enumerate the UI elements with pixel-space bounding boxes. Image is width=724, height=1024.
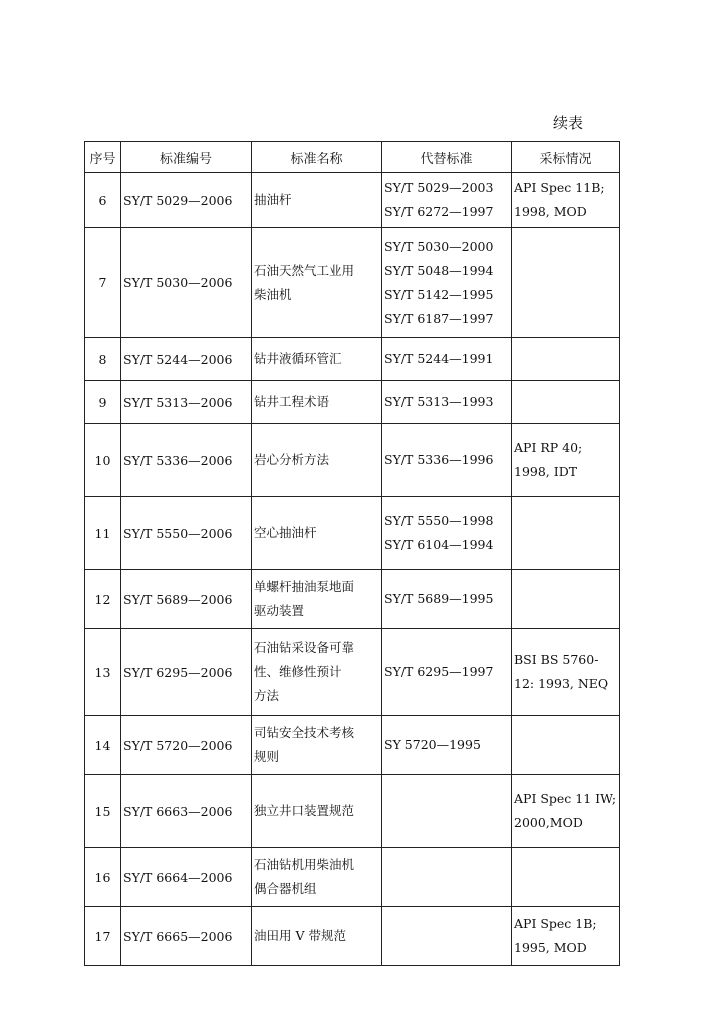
cell-adoption-line: API Spec 11B; xyxy=(514,180,605,195)
cell-code xyxy=(121,228,252,338)
cell-seq-line: 13 xyxy=(94,664,111,680)
cell-name xyxy=(252,775,382,848)
cell-adoption xyxy=(512,424,620,497)
cell-name xyxy=(252,570,382,629)
cell-code xyxy=(121,424,252,497)
cell-adoption xyxy=(512,497,620,570)
header-adoption: 采标情况 xyxy=(512,142,620,173)
cell-seq xyxy=(85,570,121,629)
cell-seq-line: 11 xyxy=(94,525,111,541)
cell-adoption-line: 1995, MOD xyxy=(514,940,587,955)
table-row xyxy=(85,381,620,424)
cell-code-line: SY/T 5550—2006 xyxy=(123,525,233,541)
table-row xyxy=(85,570,620,629)
cell-code-line: SY/T 5313—2006 xyxy=(123,394,233,410)
cell-seq-line: 10 xyxy=(94,452,111,468)
cell-replaces-line: SY/T 5550—1998 xyxy=(384,513,494,528)
cell-seq xyxy=(85,716,121,775)
cell-replaces-line: SY/T 5689—1995 xyxy=(384,591,494,606)
cell-name xyxy=(252,173,382,228)
cell-replaces-line: SY/T 6104—1994 xyxy=(384,537,494,552)
cell-name-line: 钻井工程术语 xyxy=(254,394,330,409)
table-header-row xyxy=(85,142,620,173)
cell-name xyxy=(252,424,382,497)
cell-name-line: 独立井口装置规范 xyxy=(254,803,355,818)
cell-code-line: SY/T 5720—2006 xyxy=(123,737,233,753)
table-row xyxy=(85,629,620,716)
cell-adoption xyxy=(512,716,620,775)
cell-replaces xyxy=(382,629,512,716)
cell-replaces xyxy=(382,775,512,848)
cell-name-line: 性、维修性预计 xyxy=(254,664,342,679)
cell-code xyxy=(121,907,252,966)
cell-seq xyxy=(85,424,121,497)
cell-code-line: SY/T 5029—2006 xyxy=(123,192,233,208)
cell-name xyxy=(252,228,382,338)
cell-name-line: 石油钻机用柴油机 xyxy=(254,857,355,872)
cell-code-line: SY/T 5030—2006 xyxy=(123,275,233,290)
cell-name-line: 偶合器机组 xyxy=(254,881,317,896)
cell-name-line: 方法 xyxy=(254,688,280,703)
cell-replaces-line: SY/T 5313—1993 xyxy=(384,394,494,409)
cell-code xyxy=(121,848,252,907)
cell-code-line: SY/T 6295—2006 xyxy=(123,664,233,680)
cell-adoption xyxy=(512,381,620,424)
cell-replaces-line: SY/T 6187—1997 xyxy=(384,310,494,326)
cell-seq-line: 12 xyxy=(94,591,111,607)
cell-name-line: 石油天然气工业用 xyxy=(254,262,355,278)
cell-name xyxy=(252,629,382,716)
standards-table xyxy=(84,141,620,966)
cell-adoption xyxy=(512,228,620,338)
cell-name xyxy=(252,848,382,907)
cell-code xyxy=(121,173,252,228)
cell-adoption-line: 2000,MOD xyxy=(514,815,583,830)
cell-replaces xyxy=(382,173,512,228)
table-row xyxy=(85,228,620,338)
cell-replaces-line: SY/T 5029—2003 xyxy=(384,180,494,195)
cell-code-line: SY/T 6663—2006 xyxy=(123,803,233,819)
cell-name-line: 柴油机 xyxy=(254,286,292,302)
cell-seq-line: 7 xyxy=(98,275,107,290)
cell-seq xyxy=(85,497,121,570)
cell-name-line: 司钻安全技术考核 xyxy=(254,725,355,740)
cell-seq-line: 17 xyxy=(94,928,111,944)
cell-replaces-line: SY/T 6295—1997 xyxy=(384,664,494,679)
cell-adoption xyxy=(512,629,620,716)
cell-adoption xyxy=(512,570,620,629)
cell-replaces xyxy=(382,907,512,966)
cell-replaces xyxy=(382,338,512,381)
cell-name-line: 岩心分析方法 xyxy=(254,452,330,467)
cell-code-line: SY/T 6664—2006 xyxy=(123,869,233,885)
cell-name-line: 空心抽油杆 xyxy=(254,525,317,540)
cell-code xyxy=(121,716,252,775)
cell-replaces xyxy=(382,716,512,775)
cell-name-line: 石油钻采设备可靠 xyxy=(254,640,355,655)
cell-code xyxy=(121,775,252,848)
cell-code-line: SY/T 5689—2006 xyxy=(123,591,233,607)
cell-adoption-line: API RP 40; xyxy=(514,440,583,455)
cell-replaces-line: SY/T 5048—1994 xyxy=(384,262,494,278)
cell-seq xyxy=(85,629,121,716)
cell-adoption-line: BSI BS 5760- xyxy=(514,652,599,667)
table-row xyxy=(85,775,620,848)
cell-seq-line: 16 xyxy=(94,869,111,885)
table-row xyxy=(85,173,620,228)
cell-replaces xyxy=(382,570,512,629)
cell-seq xyxy=(85,228,121,338)
cell-seq-line: 6 xyxy=(98,192,107,208)
cell-name-line: 规则 xyxy=(254,749,280,764)
cell-adoption-line: 12: 1993, NEQ xyxy=(514,676,609,691)
header-replaces: 代替标准 xyxy=(382,142,512,173)
cell-name xyxy=(252,497,382,570)
cell-replaces xyxy=(382,497,512,570)
table-row xyxy=(85,716,620,775)
cell-code xyxy=(121,381,252,424)
cell-replaces-line: SY 5720—1995 xyxy=(384,737,481,752)
cell-name-line: 钻井液循环管汇 xyxy=(254,351,342,366)
cell-adoption xyxy=(512,848,620,907)
cell-adoption-line: API Spec 1B; xyxy=(514,916,597,931)
continued-label: 续表 xyxy=(553,114,584,132)
cell-replaces xyxy=(382,381,512,424)
cell-adoption-line: 1998, IDT xyxy=(514,464,578,479)
table-row xyxy=(85,424,620,497)
cell-adoption xyxy=(512,907,620,966)
cell-seq xyxy=(85,775,121,848)
cell-code-line: SY/T 5244—2006 xyxy=(123,351,233,367)
header-code: 标准编号 xyxy=(121,142,252,173)
cell-adoption-line: API Spec 11 IW; xyxy=(514,791,617,806)
cell-code xyxy=(121,629,252,716)
cell-seq xyxy=(85,907,121,966)
cell-code xyxy=(121,338,252,381)
cell-name-line: 驱动装置 xyxy=(254,603,305,618)
cell-replaces-line: SY/T 5244—1991 xyxy=(384,351,494,366)
cell-seq xyxy=(85,848,121,907)
cell-name-line: 抽油杆 xyxy=(254,192,292,207)
cell-name xyxy=(252,381,382,424)
cell-name xyxy=(252,338,382,381)
cell-replaces-line: SY/T 6272—1997 xyxy=(384,204,494,219)
cell-seq-line: 14 xyxy=(94,737,111,753)
cell-replaces xyxy=(382,228,512,338)
cell-seq-line: 8 xyxy=(98,351,107,367)
cell-name-line: 单螺杆抽油泵地面 xyxy=(254,579,355,594)
cell-adoption-line: 1998, MOD xyxy=(514,204,587,219)
cell-replaces-line: SY/T 5142—1995 xyxy=(384,286,494,302)
cell-adoption xyxy=(512,775,620,848)
cell-seq-line: 15 xyxy=(94,803,111,819)
table-row xyxy=(85,497,620,570)
table-row xyxy=(85,848,620,907)
cell-name xyxy=(252,907,382,966)
cell-replaces xyxy=(382,424,512,497)
cell-replaces-line: SY/T 5336—1996 xyxy=(384,452,494,467)
table-row xyxy=(85,907,620,966)
cell-replaces-line: SY/T 5030—2000 xyxy=(384,238,494,254)
header-seq: 序号 xyxy=(85,142,121,173)
cell-adoption xyxy=(512,173,620,228)
cell-code xyxy=(121,497,252,570)
cell-seq-line: 9 xyxy=(98,394,107,410)
cell-name-line: 油田用 V 带规范 xyxy=(254,928,346,943)
cell-seq xyxy=(85,338,121,381)
cell-adoption xyxy=(512,338,620,381)
cell-code-line: SY/T 5336—2006 xyxy=(123,452,233,468)
header-name: 标准名称 xyxy=(252,142,382,173)
cell-code xyxy=(121,570,252,629)
cell-code-line: SY/T 6665—2006 xyxy=(123,928,233,944)
cell-name xyxy=(252,716,382,775)
cell-seq xyxy=(85,381,121,424)
table-row xyxy=(85,338,620,381)
cell-seq xyxy=(85,173,121,228)
cell-replaces xyxy=(382,848,512,907)
